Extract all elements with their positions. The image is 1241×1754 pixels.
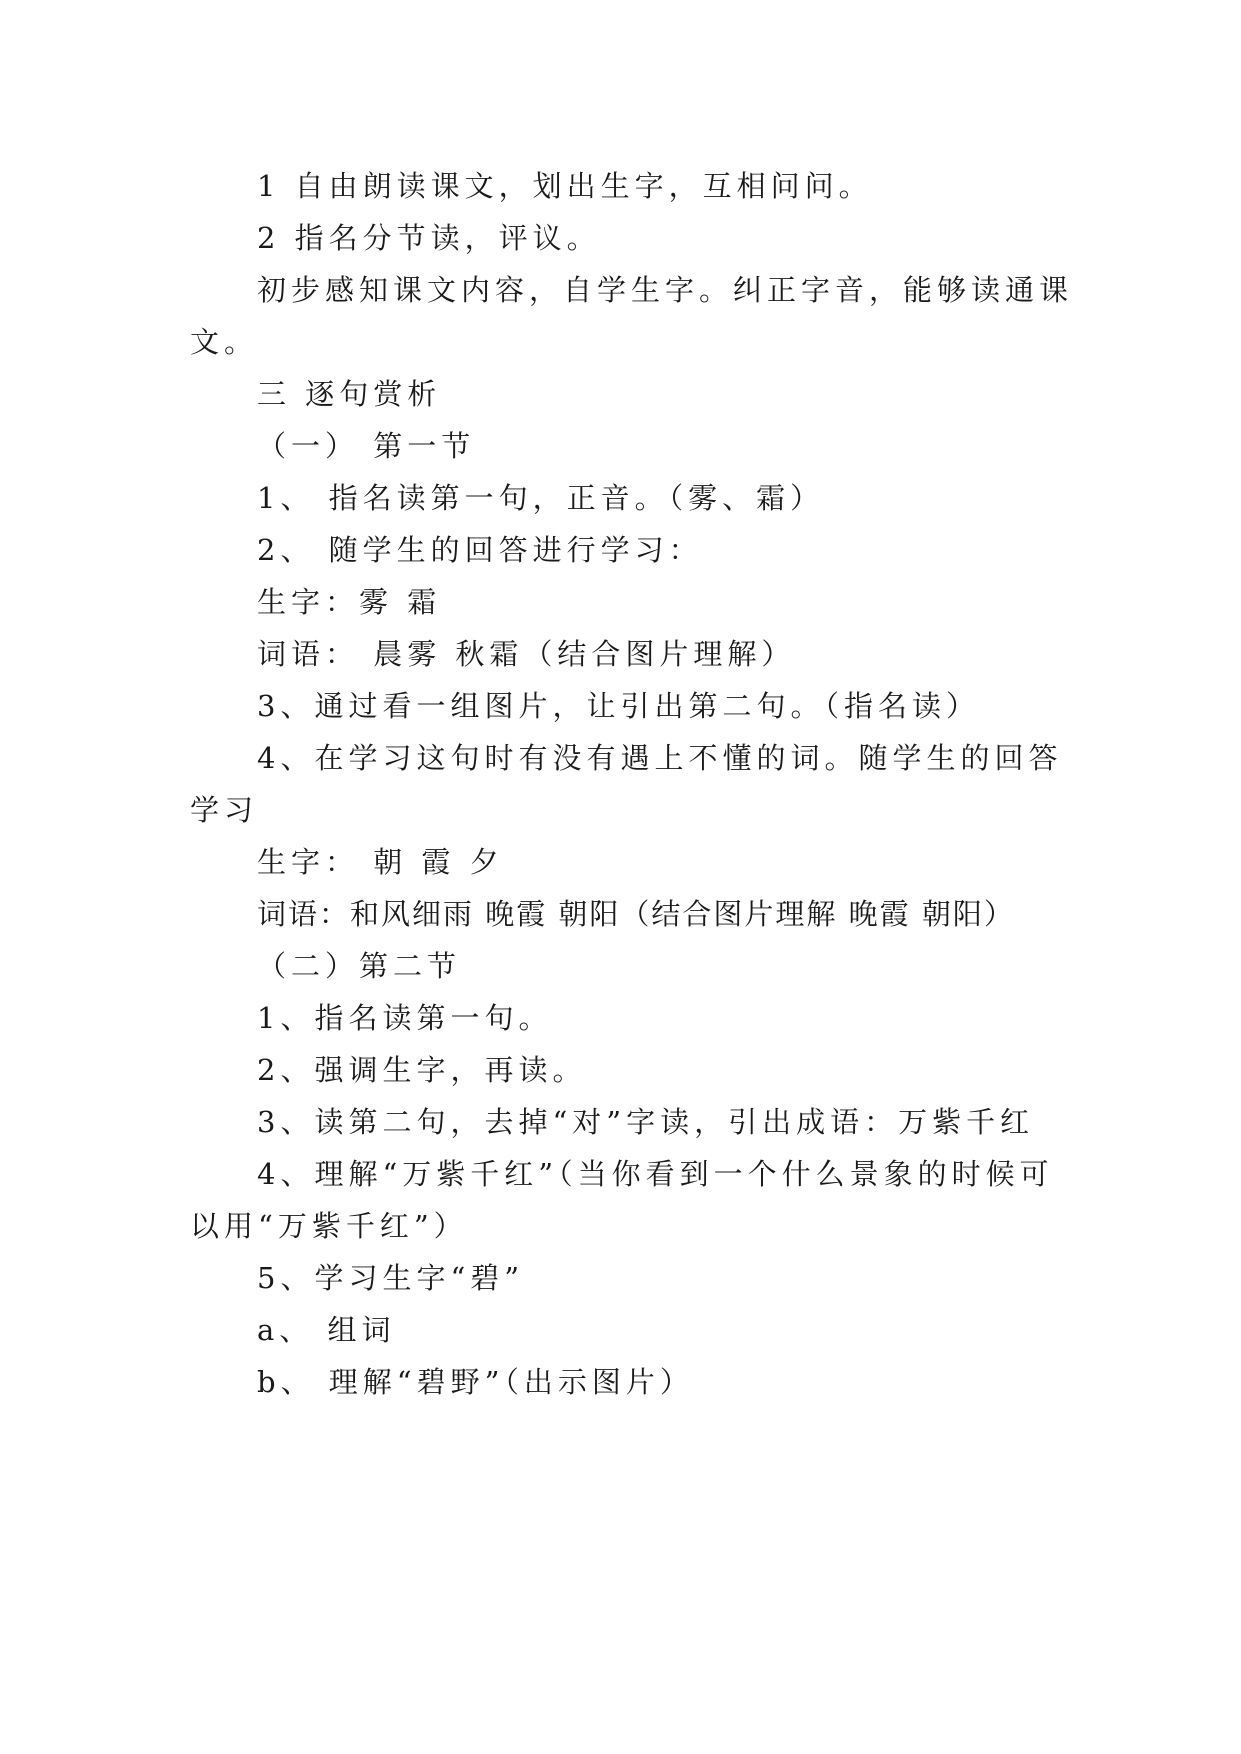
subsection-heading: （二）第二节 <box>257 949 462 983</box>
text-line: 1、指名读第一句。 <box>257 1001 553 1035</box>
text-line: 学习 <box>190 793 259 827</box>
text-line: 初步感知课文内容，自学生字。纠正字音，能够读通课 <box>257 273 1074 307</box>
text-line: a、 组词 <box>257 1313 396 1347</box>
text-line: 2、 随学生的回答进行学习： <box>257 533 703 567</box>
subsection-heading: （一） 第一节 <box>257 429 476 463</box>
text-line: 以用“万紫千红”） <box>190 1209 468 1243</box>
text-line: 3、读第二句，去掉“对”字读，引出成语：万紫千红 <box>257 1105 1035 1139</box>
section-heading: 三 逐句赏析 <box>257 377 442 411</box>
text-line: 1 自由朗读课文，划出生字，互相问问。 <box>257 169 873 203</box>
text-line: 2、强调生字，再读。 <box>257 1053 587 1087</box>
text-line: 生字：雾 霜 <box>257 585 442 619</box>
text-line: 2 指名分节读，评议。 <box>257 221 601 255</box>
text-line: 1、 指名读第一句，正音。（雾、霜） <box>257 481 825 515</box>
text-line: b、 理解“碧野”（出示图片） <box>257 1365 694 1399</box>
text-line: 4、理解“万紫千红”（当你看到一个什么景象的时候可 <box>257 1157 1054 1191</box>
text-line: 词语：和风细雨 晚霞 朝阳（结合图片理解 晚霞 朝阳） <box>257 897 1015 931</box>
text-line: 文。 <box>190 325 259 359</box>
text-line: 词语： 晨雾 秋霜（结合图片理解） <box>257 637 796 671</box>
text-line: 生字： 朝 霞 夕 <box>257 845 504 879</box>
text-line: 5、学习生字“碧” <box>257 1261 525 1295</box>
text-line: 3、通过看一组图片，让引出第二句。（指名读） <box>257 689 980 723</box>
text-line: 4、在学习这句时有没有遇上不懂的词。随学生的回答 <box>257 741 1063 775</box>
